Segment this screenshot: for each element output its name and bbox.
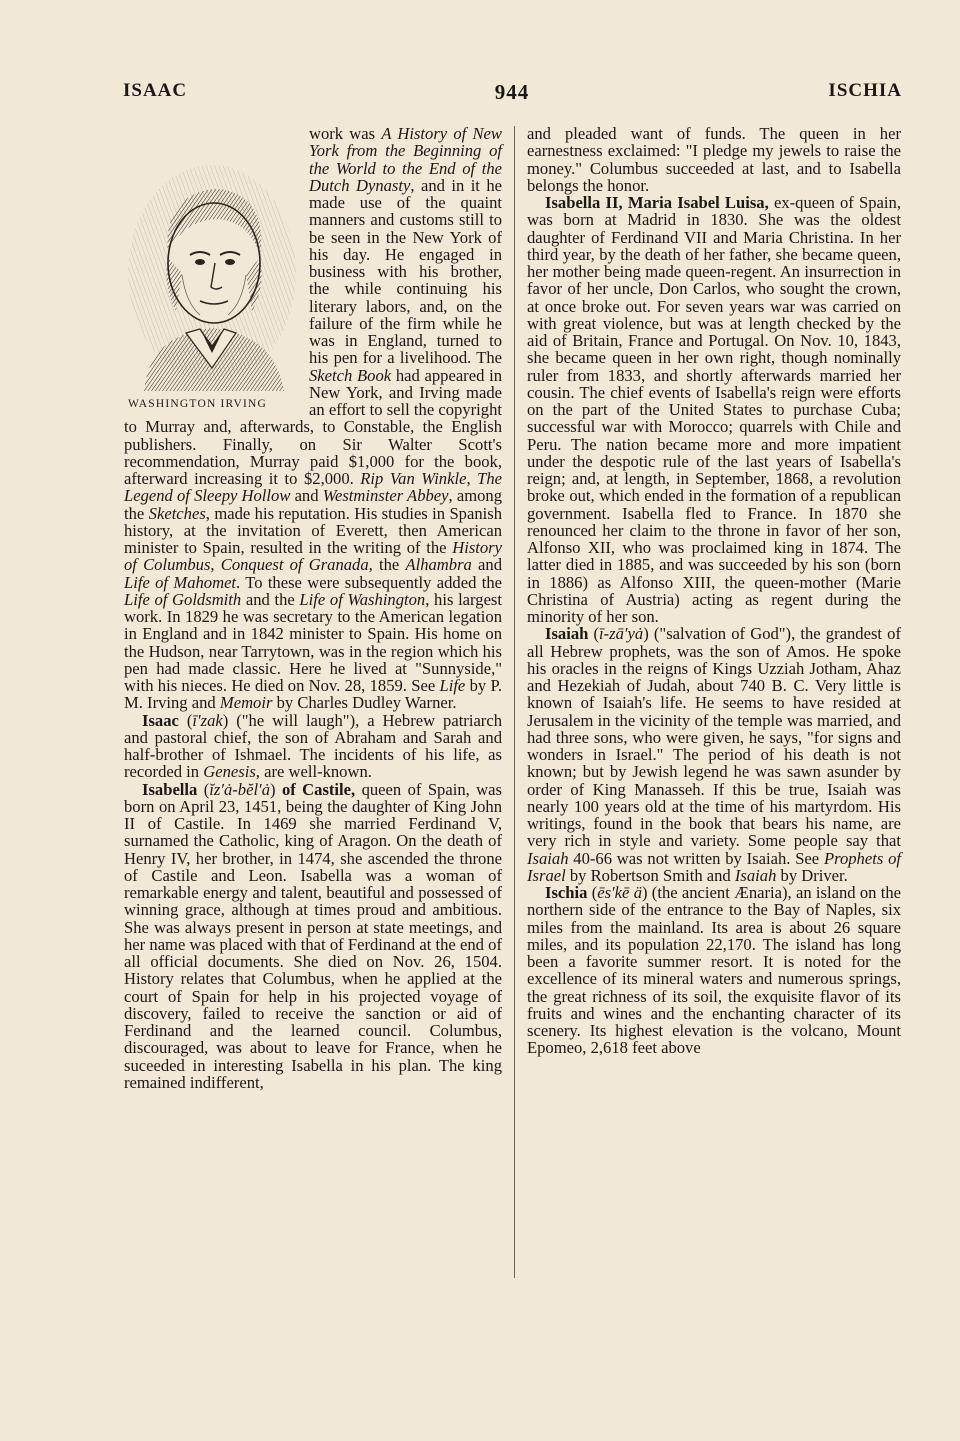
entry-isabella-castile: Isabella (ĭz′ȧ-bĕl′ȧ) of Castile, queen of Spain, was born on April 23, 1451, being the daughter of King John II of Castile. In 1469 she married Ferdinand V, surnamed the Catholic, king of Aragon. On the death of Henry IV, her brother, in 1474, she ascended the throne of Castile and Leon. Isabella was a woman of remarkable energy and talent, beautiful and possessed of winning grace, although at times proud and ambitious. She was always present in person at state meetings, and her name was placed with that of Ferdinand at the end of all official documents. She died on Nov. 26, 1504. History relates that Columbus, when he applied at the court of Spain for help in his projected voyage of discovery, failed to receive the sanction or aid of Ferdinand and the learned council. Columbus, discouraged, was about to leave for France, when he suceeded in interesting Isabella in his plan. The king remained indifferent,: [124, 779, 502, 1092]
entry-isabella-castile-continued: and pleaded want of funds. The queen in her earnestness exclaimed: "I pledge my jewels to raise the money." Columbus succeeded at last, and to Isabella belongs the honor.: [527, 124, 901, 195]
page-number: 944: [494, 80, 530, 104]
running-head-left: ISAAC: [123, 80, 188, 101]
entry-ischia: Ischia (ēs′kē ä) (the ancient Ænaria), an island on the northern side of the entrance to the Bay of Naples, six miles from the mainland. Its area is about 26 square miles, and its population 22,170. The island has long been a favorite summer resort. It is noted for the excellence of its mineral waters and numerous springs, the great richness of its soil, the exquisite flavor of its fruits and wines and the enchanting character of its scenery. Its highest elevation is the volcano, Mount Epomeo, 2,618 feet above: [527, 883, 901, 1058]
portrait-caption: WASHINGTON IRVING: [128, 398, 268, 410]
running-head-right: ISCHIA: [828, 80, 902, 101]
entry-isaiah: Isaiah (ī-zā′yȧ) ("salvation of God"), the grandest of all Hebrew prophets, was the son of Amos. He spoke his oracles in the reigns of Kings Uzziah Jotham, Ahaz and Hezekiah of Judah, about 740 B. C. Very little is known of Isaiah's life. He seems to have resided at Jerusalem in the vicinity of the temple was married, and had three sons, who were given, he says, "for signs and wonders in Israel." The period of his death is not known; but by Jewish legend he was sawn asunder by order of King Manasseh. If this be true, Isaiah was nearly 100 years old at the time of his martyrdom. His writings, found in the book that bears his name, are very rich in style and variety. Some people say that Isaiah 40-66 was not written by Isaiah. See Prophets of Israel by Robertson Smith and Isaiah by Driver.: [527, 624, 901, 885]
irving-text: work was A History of New York from the Beginning of the World to the End of the Dutch Dynasty, and in it he made use of the quaint manners and customs still to be seen in the New York of his day. He engaged in business with his brother, the while continuing his literary labors, and, on the failure of the firm while he was in England, turned to his pen for a livelihood. The Sketch Book had appeared in New York, and Irving made an effort to sell the copyright to Murray and, afterwards, to Constable, the English publishers. Finally, on Sir Walter Scott's recommendation, Murray paid $1,000 for the book, afterward increasing it to $2,000. Rip Van Winkle, The Legend of Sleepy Hollow and Westminster Abbey, among the Sketches, made his reputation. His studies in Spanish history, at the invitation of Everett, then American minister to Spain, resulted in the writing of the History of Columbus, Conquest of Granada, the Alhambra and Life of Mahomet. To these were subsequently added the Life of Goldsmith and the Life of Washington, his largest work. In 1829 he was secretary to the American legation in England and in 1842 minister to Spain. His home on the Hudson, near Tarrytown, was in the region which his pen had made classic. Here he lived at "Sunnyside," with his nieces. He died on Nov. 28, 1859. See Life by P. M. Irving and Memoir by Charles Dudley Warner.: [124, 124, 503, 713]
entry-irving-continued: [124, 125, 502, 712]
entry-isabella-ii: Isabella II, Maria Isabel Luisa, ex-queen of Spain, was born at Madrid in 1830. She was the oldest daughter of Ferdinand VII and Maria Christina. In her third year, by the death of her father, she became queen, her mother being made queen-regent. An insurrection in favor of her uncle, Don Carlos, who sought the crown, at once broke out. For seven years war was carried on with great violence, but was at length checked by the aid of Britain, France and Portugal. On Nov. 10, 1843, she became queen in her own right, though nominally ruler from 1833, and shortly afterwards married her cousin. The chief events of Isabella's reign were efforts on the part of the United States to purchase Cuba; successful war with Morocco; quarrels with Chile and Peru. The nation became more and more impatient under the despotic rule of the last years of Isabella's reign; and, at length, in September, 1868, a revolution broke out, which ended in the formation of a republican government. Isabella fled to France. In 1870 she renounced her claim to the throne in favor of her son, Alfonso XII, who was proclaimed king in 1874. The latter died in 1885, and was succeeded by his son (born in 1886) as Alfonso XIII, the queen-mother (Marie Christina of Austria) acting as regent during the minority of her son.: [527, 193, 901, 626]
engraved-portrait-icon: [124, 163, 299, 391]
portrait-figure: [124, 125, 304, 417]
entry-isaac: Isaac (ī′zak) ("he will laugh"), a Hebrew patriarch and pastoral chief, the son of Abraham and Sarah and half-brother of Ishmael. The incidents of his life, as recorded in Genesis, are well-known.: [124, 710, 502, 782]
right-column: [527, 125, 901, 1057]
column-divider: [514, 126, 515, 1278]
left-column: [124, 125, 502, 1091]
